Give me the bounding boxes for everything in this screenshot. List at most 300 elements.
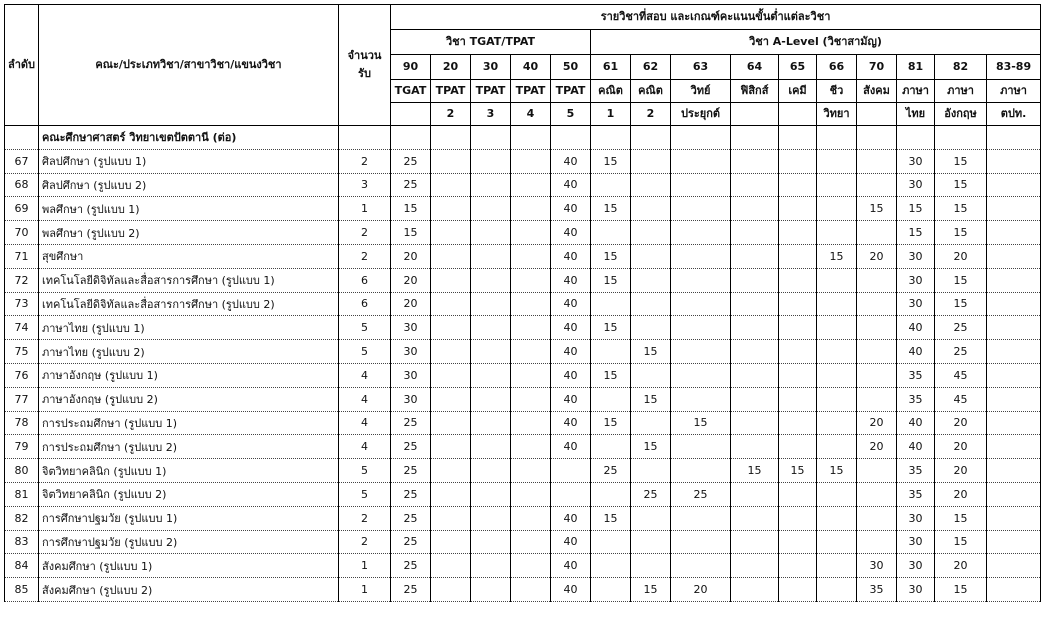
score-62 bbox=[631, 459, 671, 483]
score-64 bbox=[731, 482, 779, 506]
score-30 bbox=[471, 292, 511, 316]
table-row bbox=[5, 506, 1041, 530]
score-65 bbox=[779, 482, 817, 506]
subject-code-61: 61 bbox=[591, 55, 631, 80]
table-row bbox=[5, 340, 1041, 364]
score-20 bbox=[431, 459, 471, 483]
score-70 bbox=[857, 221, 897, 245]
score-70 bbox=[857, 530, 897, 554]
score-40 bbox=[511, 268, 551, 292]
subject-name-81-line2: ไทย bbox=[897, 103, 935, 126]
score-70 bbox=[857, 387, 897, 411]
score-30 bbox=[471, 482, 511, 506]
score-40 bbox=[511, 435, 551, 459]
score-62: 15 bbox=[631, 578, 671, 602]
program-name: ศิลปศึกษา (รูปแบบ 2) bbox=[39, 173, 339, 197]
score-83-89 bbox=[987, 554, 1041, 578]
score-20 bbox=[431, 173, 471, 197]
score-20 bbox=[431, 197, 471, 221]
subject-code-30: 30 bbox=[471, 55, 511, 80]
score-66 bbox=[817, 221, 857, 245]
score-66 bbox=[817, 411, 857, 435]
score-20 bbox=[431, 340, 471, 364]
row-number: 75 bbox=[5, 340, 39, 364]
subject-name-40-line1: TPAT bbox=[511, 80, 551, 103]
score-64 bbox=[731, 316, 779, 340]
score-62 bbox=[631, 221, 671, 245]
score-65 bbox=[779, 292, 817, 316]
score-50: 40 bbox=[551, 340, 591, 364]
subject-name-62-line1: คณิต bbox=[631, 80, 671, 103]
admission-criteria-table-wrapper bbox=[4, 4, 1041, 602]
seats-value: 1 bbox=[339, 578, 391, 602]
row-number: 85 bbox=[5, 578, 39, 602]
score-81: 15 bbox=[897, 197, 935, 221]
score-70 bbox=[857, 482, 897, 506]
program-name: ภาษาอังกฤษ (รูปแบบ 2) bbox=[39, 387, 339, 411]
row-number: 79 bbox=[5, 435, 39, 459]
score-50: 40 bbox=[551, 244, 591, 268]
score-64 bbox=[731, 554, 779, 578]
subject-name-63-line2: ประยุกต์ bbox=[671, 103, 731, 126]
score-62 bbox=[631, 506, 671, 530]
score-62 bbox=[631, 149, 671, 173]
score-82: 20 bbox=[935, 411, 987, 435]
subject-name-90-line1: TGAT bbox=[391, 80, 431, 103]
score-82: 45 bbox=[935, 363, 987, 387]
score-81: 30 bbox=[897, 554, 935, 578]
score-61: 15 bbox=[591, 411, 631, 435]
score-61: 15 bbox=[591, 244, 631, 268]
score-20 bbox=[431, 578, 471, 602]
score-81: 30 bbox=[897, 149, 935, 173]
score-61: 15 bbox=[591, 268, 631, 292]
score-61 bbox=[591, 340, 631, 364]
order-header: ลำดับ bbox=[5, 5, 39, 126]
score-83-89 bbox=[987, 244, 1041, 268]
row-number: 77 bbox=[5, 387, 39, 411]
score-83-89 bbox=[987, 221, 1041, 245]
score-90: 25 bbox=[391, 554, 431, 578]
table-row bbox=[5, 435, 1041, 459]
score-50: 40 bbox=[551, 149, 591, 173]
score-63 bbox=[671, 530, 731, 554]
score-90: 30 bbox=[391, 316, 431, 340]
score-40 bbox=[511, 244, 551, 268]
subject-code-62: 62 bbox=[631, 55, 671, 80]
table-row bbox=[5, 363, 1041, 387]
score-20 bbox=[431, 221, 471, 245]
subject-name-81-line1: ภาษา bbox=[897, 80, 935, 103]
score-40 bbox=[511, 197, 551, 221]
score-90: 25 bbox=[391, 411, 431, 435]
score-82: 45 bbox=[935, 387, 987, 411]
score-50: 40 bbox=[551, 316, 591, 340]
score-20 bbox=[431, 554, 471, 578]
table-row bbox=[5, 411, 1041, 435]
score-65 bbox=[779, 506, 817, 530]
score-66 bbox=[817, 149, 857, 173]
score-62 bbox=[631, 244, 671, 268]
program-name: จิตวิทยาคลินิก (รูปแบบ 1) bbox=[39, 459, 339, 483]
score-20 bbox=[431, 482, 471, 506]
table-row bbox=[5, 387, 1041, 411]
program-name: พลศึกษา (รูปแบบ 1) bbox=[39, 197, 339, 221]
score-83-89 bbox=[987, 149, 1041, 173]
score-90: 25 bbox=[391, 578, 431, 602]
score-62 bbox=[631, 554, 671, 578]
subject-code-20: 20 bbox=[431, 55, 471, 80]
table-row bbox=[5, 482, 1041, 506]
score-70: 35 bbox=[857, 578, 897, 602]
row-number: 72 bbox=[5, 268, 39, 292]
score-61 bbox=[591, 530, 631, 554]
subject-code-40: 40 bbox=[511, 55, 551, 80]
score-81: 35 bbox=[897, 459, 935, 483]
table-row bbox=[5, 197, 1041, 221]
subject-name-65-line2 bbox=[779, 103, 817, 126]
table-row bbox=[5, 292, 1041, 316]
seats-value: 4 bbox=[339, 363, 391, 387]
score-90: 15 bbox=[391, 197, 431, 221]
score-40 bbox=[511, 554, 551, 578]
table-row bbox=[5, 554, 1041, 578]
score-83-89 bbox=[987, 411, 1041, 435]
program-name: การประถมศึกษา (รูปแบบ 2) bbox=[39, 435, 339, 459]
program-name: สังคมศึกษา (รูปแบบ 2) bbox=[39, 578, 339, 602]
seats-value: 2 bbox=[339, 530, 391, 554]
score-70 bbox=[857, 459, 897, 483]
score-70: 30 bbox=[857, 554, 897, 578]
score-61: 15 bbox=[591, 149, 631, 173]
score-63 bbox=[671, 292, 731, 316]
score-90: 25 bbox=[391, 459, 431, 483]
score-63 bbox=[671, 435, 731, 459]
score-64 bbox=[731, 173, 779, 197]
score-90: 30 bbox=[391, 363, 431, 387]
score-81: 40 bbox=[897, 411, 935, 435]
score-30 bbox=[471, 221, 511, 245]
score-90: 25 bbox=[391, 530, 431, 554]
score-30 bbox=[471, 459, 511, 483]
score-66 bbox=[817, 435, 857, 459]
score-81: 35 bbox=[897, 363, 935, 387]
score-66 bbox=[817, 292, 857, 316]
score-50 bbox=[551, 459, 591, 483]
score-64 bbox=[731, 340, 779, 364]
score-66 bbox=[817, 197, 857, 221]
score-90: 20 bbox=[391, 244, 431, 268]
score-65 bbox=[779, 530, 817, 554]
score-50: 40 bbox=[551, 554, 591, 578]
score-82: 15 bbox=[935, 149, 987, 173]
score-50: 40 bbox=[551, 387, 591, 411]
score-30 bbox=[471, 244, 511, 268]
score-83-89 bbox=[987, 530, 1041, 554]
score-65 bbox=[779, 221, 817, 245]
score-62: 25 bbox=[631, 482, 671, 506]
score-40 bbox=[511, 316, 551, 340]
score-81: 30 bbox=[897, 268, 935, 292]
subject-code-82: 82 bbox=[935, 55, 987, 80]
seats-value: 1 bbox=[339, 197, 391, 221]
subject-name-61-line2: 1 bbox=[591, 103, 631, 126]
score-81: 35 bbox=[897, 482, 935, 506]
score-65 bbox=[779, 554, 817, 578]
subject-code-64: 64 bbox=[731, 55, 779, 80]
score-82: 15 bbox=[935, 197, 987, 221]
score-70 bbox=[857, 292, 897, 316]
admission-criteria-table bbox=[4, 4, 1041, 602]
subject-code-83-89: 83-89 bbox=[987, 55, 1041, 80]
score-63 bbox=[671, 197, 731, 221]
score-63 bbox=[671, 554, 731, 578]
score-82: 20 bbox=[935, 554, 987, 578]
score-40 bbox=[511, 530, 551, 554]
score-20 bbox=[431, 506, 471, 530]
score-63 bbox=[671, 268, 731, 292]
score-83-89 bbox=[987, 197, 1041, 221]
score-20 bbox=[431, 316, 471, 340]
seats-value: 4 bbox=[339, 411, 391, 435]
subject-name-50-line2: 5 bbox=[551, 103, 591, 126]
subject-code-81: 81 bbox=[897, 55, 935, 80]
seats-value: 4 bbox=[339, 435, 391, 459]
score-65 bbox=[779, 244, 817, 268]
score-40 bbox=[511, 221, 551, 245]
program-name: พลศึกษา (รูปแบบ 2) bbox=[39, 221, 339, 245]
score-64 bbox=[731, 387, 779, 411]
score-61 bbox=[591, 554, 631, 578]
subject-name-63-line1: วิทย์ bbox=[671, 80, 731, 103]
score-50: 40 bbox=[551, 173, 591, 197]
score-50: 40 bbox=[551, 506, 591, 530]
row-number: 83 bbox=[5, 530, 39, 554]
score-65 bbox=[779, 268, 817, 292]
score-64 bbox=[731, 506, 779, 530]
score-62 bbox=[631, 363, 671, 387]
program-name: การศึกษาปฐมวัย (รูปแบบ 2) bbox=[39, 530, 339, 554]
score-90: 20 bbox=[391, 292, 431, 316]
score-62 bbox=[631, 197, 671, 221]
score-83-89 bbox=[987, 387, 1041, 411]
score-81: 40 bbox=[897, 435, 935, 459]
table-body bbox=[5, 126, 1041, 602]
score-64 bbox=[731, 363, 779, 387]
score-50: 40 bbox=[551, 435, 591, 459]
score-81: 30 bbox=[897, 578, 935, 602]
score-64 bbox=[731, 292, 779, 316]
table-row bbox=[5, 173, 1041, 197]
score-62 bbox=[631, 292, 671, 316]
score-20 bbox=[431, 268, 471, 292]
score-50 bbox=[551, 482, 591, 506]
score-61 bbox=[591, 435, 631, 459]
score-50: 40 bbox=[551, 530, 591, 554]
score-81: 40 bbox=[897, 316, 935, 340]
program-name: เทคโนโลยีดิจิทัลและสื่อสารการศึกษา (รูปแบบ 2) bbox=[39, 292, 339, 316]
score-66 bbox=[817, 530, 857, 554]
score-63: 25 bbox=[671, 482, 731, 506]
score-30 bbox=[471, 173, 511, 197]
tgat-tpat-group-header: วิชา TGAT/TPAT bbox=[391, 30, 591, 55]
score-61: 15 bbox=[591, 363, 631, 387]
score-40 bbox=[511, 173, 551, 197]
score-83-89 bbox=[987, 173, 1041, 197]
score-82: 15 bbox=[935, 292, 987, 316]
score-81: 15 bbox=[897, 221, 935, 245]
seats-value: 4 bbox=[339, 387, 391, 411]
score-70 bbox=[857, 149, 897, 173]
score-65 bbox=[779, 197, 817, 221]
score-66 bbox=[817, 268, 857, 292]
score-40 bbox=[511, 387, 551, 411]
score-65 bbox=[779, 316, 817, 340]
seats-value: 5 bbox=[339, 482, 391, 506]
score-50: 40 bbox=[551, 578, 591, 602]
subject-code-50: 50 bbox=[551, 55, 591, 80]
score-70: 20 bbox=[857, 411, 897, 435]
score-40 bbox=[511, 149, 551, 173]
subjects-group-header: รายวิชาที่สอบ และเกณฑ์คะแนนขั้นต่ำแต่ละวิชา bbox=[391, 5, 1041, 30]
seats-value: 1 bbox=[339, 554, 391, 578]
score-64 bbox=[731, 244, 779, 268]
score-30 bbox=[471, 435, 511, 459]
seats-header-label: จำนวนรับ bbox=[347, 48, 382, 80]
score-62 bbox=[631, 268, 671, 292]
program-name: ศิลปศึกษา (รูปแบบ 1) bbox=[39, 149, 339, 173]
program-name: ภาษาอังกฤษ (รูปแบบ 1) bbox=[39, 363, 339, 387]
score-83-89 bbox=[987, 292, 1041, 316]
score-61: 15 bbox=[591, 197, 631, 221]
score-61 bbox=[591, 482, 631, 506]
score-70 bbox=[857, 363, 897, 387]
score-50: 40 bbox=[551, 292, 591, 316]
score-82: 25 bbox=[935, 316, 987, 340]
score-61 bbox=[591, 173, 631, 197]
score-40 bbox=[511, 363, 551, 387]
score-82: 15 bbox=[935, 506, 987, 530]
alevel-group-header: วิชา A-Level (วิชาสามัญ) bbox=[591, 30, 1041, 55]
score-63 bbox=[671, 149, 731, 173]
score-20 bbox=[431, 244, 471, 268]
table-row bbox=[5, 149, 1041, 173]
score-62 bbox=[631, 411, 671, 435]
subject-name-83-89-line1: ภาษา bbox=[987, 80, 1041, 103]
subject-name-50-line1: TPAT bbox=[551, 80, 591, 103]
subject-name-82-line1: ภาษา bbox=[935, 80, 987, 103]
score-64 bbox=[731, 578, 779, 602]
score-61 bbox=[591, 292, 631, 316]
score-62: 15 bbox=[631, 435, 671, 459]
score-50: 40 bbox=[551, 221, 591, 245]
score-62: 15 bbox=[631, 340, 671, 364]
table-row bbox=[5, 221, 1041, 245]
score-82: 15 bbox=[935, 268, 987, 292]
score-66 bbox=[817, 340, 857, 364]
score-66: 15 bbox=[817, 459, 857, 483]
score-66 bbox=[817, 173, 857, 197]
score-90: 25 bbox=[391, 506, 431, 530]
subject-code-90: 90 bbox=[391, 55, 431, 80]
table-row bbox=[5, 459, 1041, 483]
score-70: 20 bbox=[857, 435, 897, 459]
score-64 bbox=[731, 411, 779, 435]
score-50: 40 bbox=[551, 268, 591, 292]
seats-value: 2 bbox=[339, 244, 391, 268]
row-number: 68 bbox=[5, 173, 39, 197]
score-70: 20 bbox=[857, 244, 897, 268]
seats-value: 2 bbox=[339, 506, 391, 530]
score-82: 20 bbox=[935, 482, 987, 506]
score-64 bbox=[731, 221, 779, 245]
score-20 bbox=[431, 435, 471, 459]
table-row bbox=[5, 530, 1041, 554]
row-number: 78 bbox=[5, 411, 39, 435]
score-20 bbox=[431, 363, 471, 387]
seats-value: 5 bbox=[339, 316, 391, 340]
program-name: การประถมศึกษา (รูปแบบ 1) bbox=[39, 411, 339, 435]
score-63 bbox=[671, 363, 731, 387]
score-70 bbox=[857, 268, 897, 292]
score-64: 15 bbox=[731, 459, 779, 483]
subject-name-62-line2: 2 bbox=[631, 103, 671, 126]
score-30 bbox=[471, 340, 511, 364]
score-83-89 bbox=[987, 363, 1041, 387]
score-64 bbox=[731, 197, 779, 221]
score-20 bbox=[431, 387, 471, 411]
score-83-89 bbox=[987, 316, 1041, 340]
score-65 bbox=[779, 411, 817, 435]
score-63 bbox=[671, 340, 731, 364]
score-50: 40 bbox=[551, 363, 591, 387]
table-row bbox=[5, 268, 1041, 292]
seats-header bbox=[339, 5, 391, 126]
row-number: 69 bbox=[5, 197, 39, 221]
score-62: 15 bbox=[631, 387, 671, 411]
score-65 bbox=[779, 387, 817, 411]
score-20 bbox=[431, 530, 471, 554]
subject-name-64-line1: ฟิสิกส์ bbox=[731, 80, 779, 103]
score-20 bbox=[431, 292, 471, 316]
score-30 bbox=[471, 578, 511, 602]
subject-name-82-line2: อังกฤษ bbox=[935, 103, 987, 126]
row-number: 80 bbox=[5, 459, 39, 483]
table-row bbox=[5, 578, 1041, 602]
seats-value: 5 bbox=[339, 459, 391, 483]
score-30 bbox=[471, 363, 511, 387]
score-66 bbox=[817, 554, 857, 578]
score-83-89 bbox=[987, 506, 1041, 530]
program-name: ภาษาไทย (รูปแบบ 2) bbox=[39, 340, 339, 364]
table-header bbox=[5, 5, 1041, 126]
score-81: 30 bbox=[897, 244, 935, 268]
section-title: คณะศึกษาศาสตร์ วิทยาเขตปัตตานี (ต่อ) bbox=[39, 126, 339, 150]
score-66 bbox=[817, 506, 857, 530]
score-63 bbox=[671, 173, 731, 197]
score-65: 15 bbox=[779, 459, 817, 483]
score-61: 15 bbox=[591, 506, 631, 530]
score-81: 30 bbox=[897, 292, 935, 316]
score-82: 25 bbox=[935, 340, 987, 364]
row-number: 67 bbox=[5, 149, 39, 173]
score-90: 25 bbox=[391, 173, 431, 197]
score-90: 30 bbox=[391, 387, 431, 411]
score-61: 25 bbox=[591, 459, 631, 483]
table-row bbox=[5, 244, 1041, 268]
row-number: 81 bbox=[5, 482, 39, 506]
score-50: 40 bbox=[551, 197, 591, 221]
